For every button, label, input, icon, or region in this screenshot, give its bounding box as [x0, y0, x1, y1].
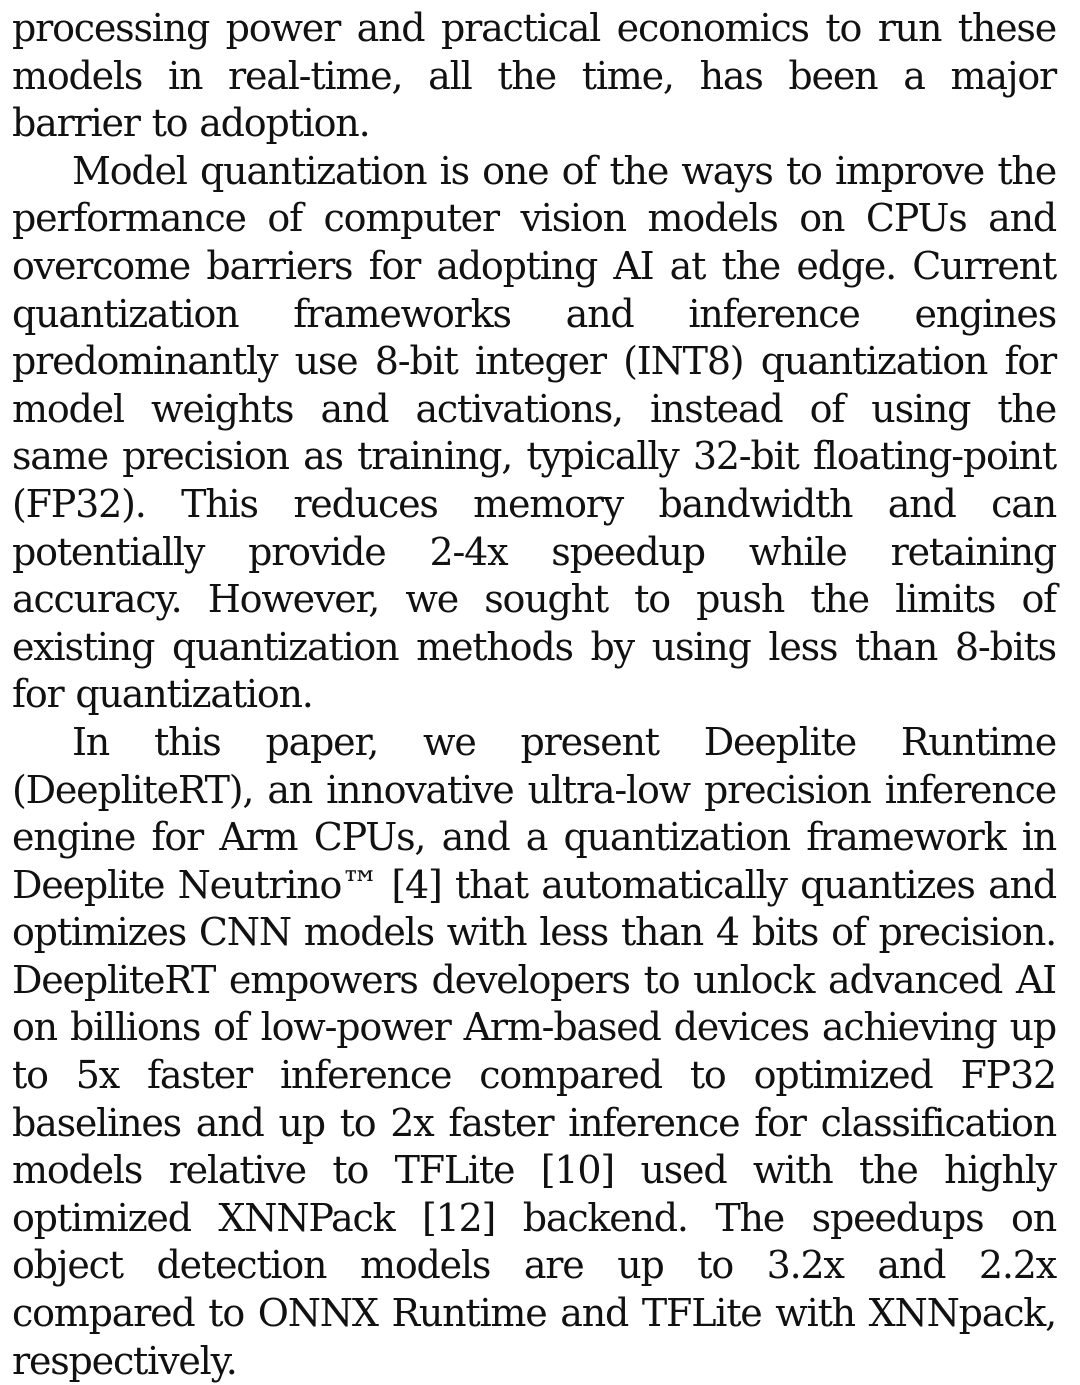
- paragraph-model-quantization: Model quantization is one of the ways to improve the performance of computer vision models on CPUs and overcome barriers for adopting AI at the edge. Current quantization frameworks and inference engines predominantly use 8-bit integer (INT8) quantization for model weights and activations, instead of using the same precision as training, typically 32-bit floating-point (FP32). This reduces memory bandwidth and can potentially provide 2-4x speedup while retaining accuracy. However, we sought to push the limits of existing quantization methods by using less than 8-bits for quantization.: [12, 148, 1056, 717]
- paragraph-continuation: processing power and practical economics to run these models in real-time, all the time, has been a major barrier to adoption.: [12, 6, 1056, 146]
- paragraph-deeplite-runtime: In this paper, we present Deeplite Runtime (DeepliteRT), an innovative ultra-low precision inference engine for Arm CPUs, and a quantization framework in Deeplite Neutrino™ [4] that automatically quantizes and optimizes CNN models with less than 4 bits of precision. DeepliteRT empowers developers to unlock advanced AI on billions of low-power Arm-based devices achieving up to 5x faster inference compared to optimized FP32 baselines and up to 2x faster inference for classification models relative to TFLite [10] used with the highly optimized XNNPack [12] backend. The speedups on object detection models are up to 3.2x and 2.2x compared to ONNX Runtime and TFLite with XNNpack, respectively.: [12, 719, 1056, 1383]
